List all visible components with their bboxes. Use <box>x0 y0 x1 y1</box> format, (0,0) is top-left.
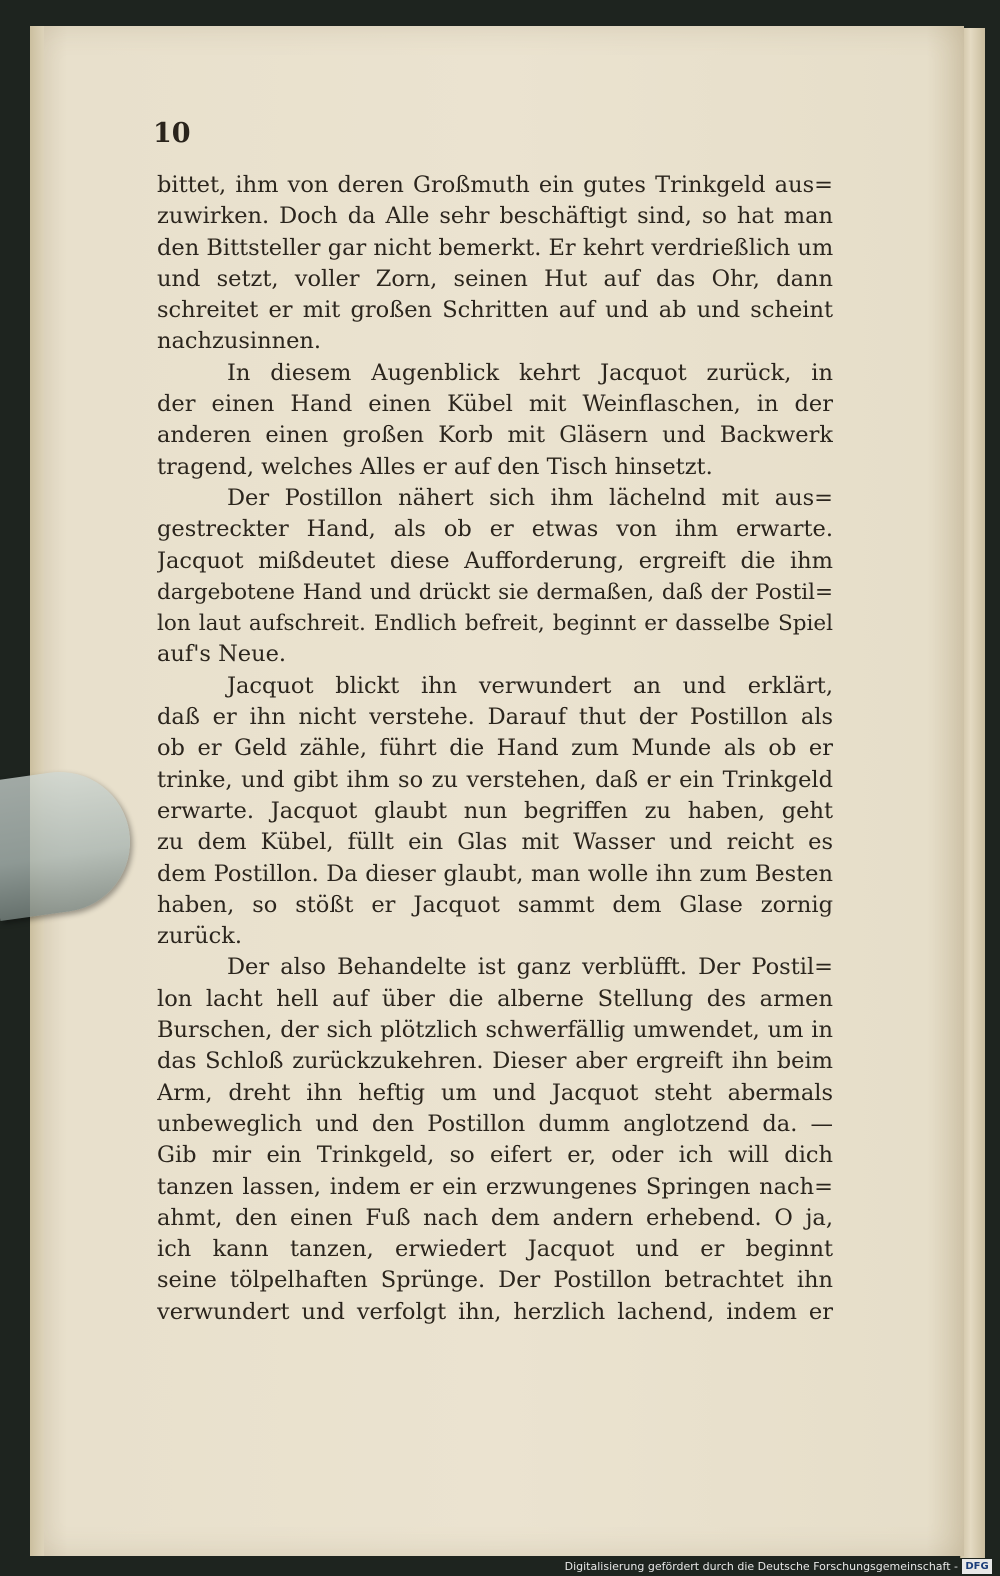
text-line: Der Postillon nähert sich ihm lächelnd mit aus= <box>227 484 833 511</box>
text-line: den Bittsteller gar nicht bemerkt. Er kehrt verdrießlich um <box>157 234 833 261</box>
text-line: erwarte. Jacquot glaubt nun begriffen zu haben, geht <box>157 797 833 824</box>
text-line: seine tölpelhaften Sprünge. Der Postillon betrachtet ihn <box>157 1267 833 1294</box>
text-line: anderen einen großen Korb mit Gläsern und Backwerk <box>157 422 833 449</box>
funding-notice: Digitalisierung gefördert durch die Deutsche Forschungsgemeinschaft - <box>564 1560 958 1573</box>
text-line: Arm, dreht ihn heftig um und Jacquot steht abermals <box>157 1079 833 1106</box>
text-line: Gib mir ein Trinkgeld, so eifert er, oder ich will dich <box>157 1142 833 1169</box>
text-line: dem Postillon. Da dieser glaubt, man wolle ihn zum Besten <box>157 860 833 887</box>
text-line: Jacquot mißdeutet diese Aufforderung, ergreift die ihm <box>157 547 833 574</box>
text-line: ob er Geld zähle, führt die Hand zum Munde als ob er <box>157 735 833 762</box>
text-line: schreitet er mit großen Schritten auf und ab und scheint <box>157 297 833 324</box>
text-line: daß er ihn nicht verstehe. Darauf thut der Postillon als <box>157 704 833 731</box>
text-line: tragend, welches Alles er auf den Tisch hinsetzt. <box>157 453 713 480</box>
text-line: Burschen, der sich plötzlich schwerfällig umwendet, um in <box>157 1017 833 1044</box>
text-line: ahmt, den einen Fuß nach dem andern erhebend. O ja, <box>157 1204 833 1231</box>
dfg-logo-icon: DFG <box>962 1559 992 1574</box>
text-line: zu dem Kübel, füllt ein Glas mit Wasser und reicht es <box>157 829 833 856</box>
text-line: verwundert und verfolgt ihn, herzlich lachend, indem er <box>157 1298 833 1325</box>
text-line: dargebotene Hand und drückt sie dermaßen, daß der Postil= <box>157 579 833 605</box>
text-line: lon laut aufschreit. Endlich befreit, beginnt er dasselbe Spiel <box>157 611 833 637</box>
page-text <box>157 170 833 1328</box>
text-line: Jacquot blickt ihn verwundert an und erklärt, <box>227 672 833 699</box>
text-line: und setzt, voller Zorn, seinen Hut auf das Ohr, dann <box>157 265 833 292</box>
text-line: ich kann tanzen, erwiedert Jacquot und er beginnt <box>157 1236 833 1263</box>
text-line: zuwirken. Doch da Alle sehr beschäftigt sind, so hat man <box>157 203 833 230</box>
text-line: zurück. <box>157 923 242 950</box>
text-line: lon lacht hell auf über die alberne Stellung des armen <box>157 985 833 1012</box>
text-line: Der also Behandelte ist ganz verblüfft. Der Postil= <box>227 954 833 981</box>
text-line: der einen Hand einen Kübel mit Weinflaschen, in der <box>157 391 833 418</box>
text-line: tanzen lassen, indem er ein erzwungenes Springen nach= <box>157 1173 833 1200</box>
text-line: gestreckter Hand, als ob er etwas von ihm erwarte. <box>157 516 833 543</box>
text-line: auf's Neue. <box>157 641 287 668</box>
text-line: nachzusinnen. <box>157 328 322 355</box>
text-line: In diesem Augenblick kehrt Jacquot zurück, in <box>227 359 833 386</box>
text-line: unbeweglich und den Postillon dumm anglotzend da. — <box>157 1110 833 1137</box>
text-line: das Schloß zurückzukehren. Dieser aber ergreift ihn beim <box>157 1048 833 1075</box>
page-number: 10 <box>153 118 191 149</box>
text-line: trinke, und gibt ihm so zu verstehen, daß er ein Trinkgeld <box>157 766 833 793</box>
text-line: haben, so stößt er Jacquot sammt dem Glase zornig <box>157 891 833 918</box>
text-line: bittet, ihm von deren Großmuth ein gutes Trinkgeld aus= <box>157 172 833 198</box>
